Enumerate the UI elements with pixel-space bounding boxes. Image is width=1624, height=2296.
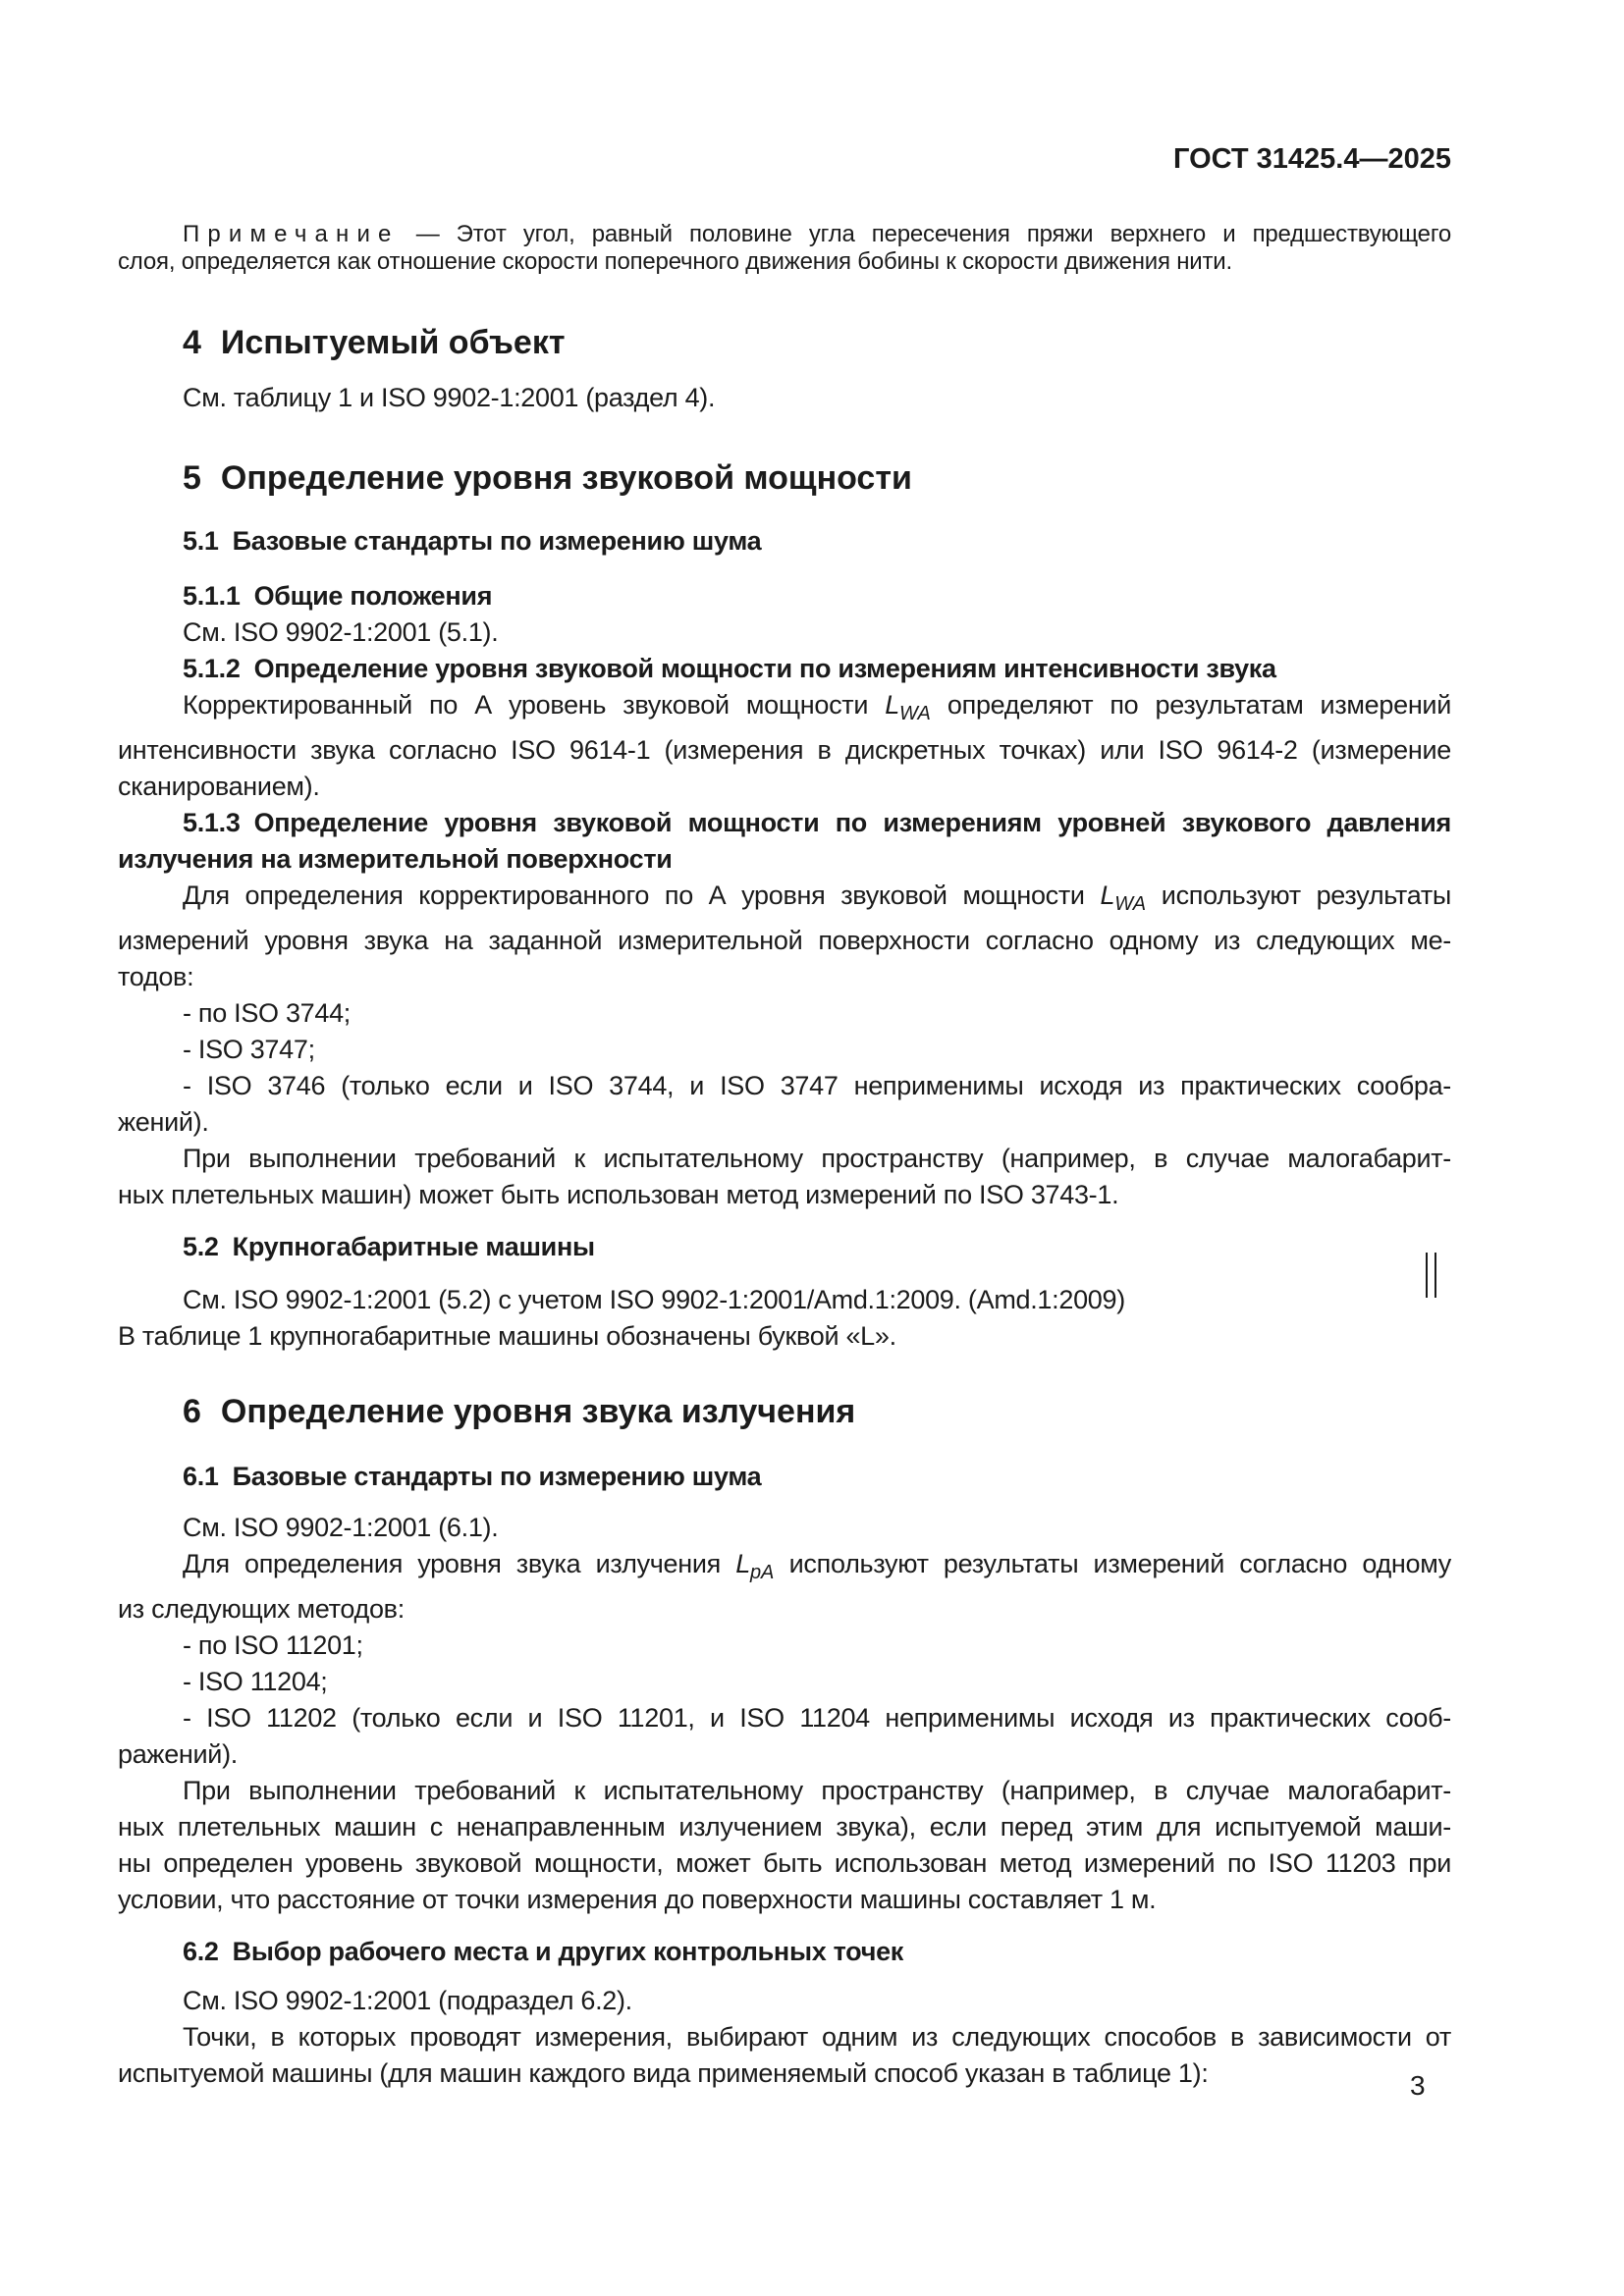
- clause-6-1-heading: [118, 1459, 1451, 1495]
- clause-number: 5.1.2: [183, 654, 241, 683]
- section-title: Определение уровня звуковой мощности: [220, 459, 912, 497]
- text-line: - ISO 11202 (только если и ISO 11201, и ISO 11204 неприменимы исходя из практических сооб-: [183, 1703, 1451, 1733]
- text-line: - по ISO 11201;: [183, 1630, 363, 1660]
- text-line: [118, 221, 1451, 248]
- list-item: [118, 1700, 1451, 1773]
- list-item: [118, 1068, 1451, 1141]
- note-paragraph: [118, 221, 1451, 276]
- clause-number: 5.1: [183, 526, 219, 556]
- text-line: См. ISO 9902-1:2001 (5.1).: [183, 617, 499, 647]
- clause-5-1-2-paragraph: [118, 687, 1451, 805]
- text-line: ражений).: [118, 1739, 238, 1769]
- clause-number: 6.2: [183, 1937, 219, 1966]
- text-segment: определяют по результатам измерений: [930, 690, 1451, 720]
- note-text: — Этот угол, равный половине угла пересечения пряжи верхнего и предшествующего: [399, 221, 1451, 247]
- clause-5-2-paragraph: [118, 1282, 1451, 1355]
- text-line: из следующих методов:: [118, 1594, 405, 1624]
- text-line: [118, 687, 1451, 732]
- clause-5-2-heading: [118, 1229, 1451, 1265]
- text-segment: Для определения корректированного по А уровня звуковой мощности: [183, 881, 1101, 910]
- text-segment: используют результаты: [1146, 881, 1451, 910]
- text-line: ных плетельных машин с ненаправленным излучением звука), если перед этим для испытуемой маши-: [118, 1812, 1451, 1842]
- section5-heading: [118, 456, 1451, 500]
- formula-symbol: L: [1100, 881, 1115, 910]
- clause-5-1-heading: [118, 523, 1451, 560]
- clause-title: Базовые стандарты по измерению шума: [232, 526, 762, 556]
- text-line: См. таблицу 1 и ISO 9902-1:2001 (раздел 4).: [183, 383, 716, 412]
- text-line: В таблице 1 крупногабаритные машины обозначены буквой «L».: [118, 1321, 896, 1351]
- section-title: Испытуемый объект: [220, 324, 566, 361]
- doc-code: ГОСТ 31425.4—2025: [1173, 143, 1451, 175]
- section-title: Определение уровня звука излучения: [220, 1393, 856, 1430]
- text-line: жений).: [118, 1107, 209, 1137]
- clause-5-1-2-heading: [118, 651, 1451, 687]
- text-line: ных плетельных машин) может быть использован метод измерений по ISO 3743-1.: [118, 1180, 1119, 1209]
- list-item: [118, 1032, 1451, 1068]
- list-item: [118, 1628, 1451, 1664]
- text-line: - ISO 3746 (только если и ISO 3744, и ISO 3747 неприменимы исходя из практических сообра-: [183, 1071, 1451, 1100]
- section-number: 5: [183, 459, 201, 497]
- note-label: Примечание: [183, 221, 400, 247]
- formula-subscript: WA: [898, 703, 931, 724]
- text-segment: используют результаты измерений согласно одному: [774, 1549, 1451, 1578]
- text-line: сканированием).: [118, 772, 320, 801]
- text-line: См. ISO 9902-1:2001 (6.1).: [183, 1513, 499, 1542]
- clause-title: Базовые стандарты по измерению шума: [232, 1462, 762, 1491]
- formula-symbol: L: [735, 1549, 750, 1578]
- text-line: условии, что расстояние от точки измерения до поверхности машины составляет 1 м.: [118, 1885, 1157, 1914]
- text-line: тодов:: [118, 962, 194, 991]
- text-line: [118, 1546, 1451, 1591]
- section4-heading: [118, 321, 1451, 364]
- text-segment: Для определения уровня звука излучения: [183, 1549, 736, 1578]
- clause-5-1-1-heading: [118, 578, 1451, 614]
- text-line: измерений уровня звука на заданной измерительной поверхности согласно одному из следующих ме-: [118, 926, 1451, 955]
- page-number: 3: [1410, 2070, 1426, 2101]
- clause-title: Общие положения: [253, 581, 493, 611]
- text-line: При выполнении требований к испытательному пространству (например, в случае малогабарит-: [183, 1776, 1451, 1805]
- formula-subscript: pA: [749, 1562, 775, 1583]
- clause-6-2-paragraph-2: [118, 2019, 1451, 2092]
- clause-title: Определение уровня звуковой мощности по измерениям интенсивности звука: [253, 654, 1276, 683]
- text-line: - по ISO 3744;: [183, 998, 352, 1028]
- clause-5-1-1-paragraph: [118, 614, 1451, 651]
- text-line: ны определен уровень звуковой мощности, может быть использован метод измерений по ISO 11203 при: [118, 1848, 1451, 1878]
- text-line: интенсивности звука согласно ISO 9614-1 (измерения в дискретных точках) или ISO 9614-2 (измерение: [118, 735, 1451, 765]
- formula-subscript: WA: [1114, 893, 1147, 915]
- clause-number: 5.2: [183, 1232, 219, 1261]
- clause-6-2-heading: [118, 1934, 1451, 1970]
- clause-5-1-3-paragraph: [118, 878, 1451, 995]
- text-line: - ISO 11204;: [183, 1667, 328, 1696]
- text-line: слоя, определяется как отношение скорости поперечного движения бобины к скорости движения нити.: [118, 248, 1232, 275]
- text-line: При выполнении требований к испытательному пространству (например, в случае малогабарит-: [183, 1144, 1451, 1173]
- text-line: См. ISO 9902-1:2001 (подраздел 6.2).: [183, 1986, 632, 2015]
- clause-5-1-3-heading: [118, 805, 1451, 878]
- text-segment: Корректированный по А уровень звуковой мощности: [183, 690, 886, 720]
- clause-6-2-paragraph: [118, 1983, 1451, 2019]
- list-item: [118, 1664, 1451, 1700]
- clause-title: Определение уровня звуковой мощности по измерениям уровней звукового давления: [253, 808, 1451, 837]
- formula-symbol: L: [885, 690, 899, 720]
- text-line: - ISO 3747;: [183, 1035, 315, 1064]
- section4-paragraph: [118, 380, 1451, 416]
- section-number: 4: [183, 324, 201, 361]
- section-number: 6: [183, 1393, 201, 1430]
- text-line: См. ISO 9902-1:2001 (5.2) с учетом ISO 9902-1:2001/Amd.1:2009. (Amd.1:2009): [183, 1285, 1125, 1314]
- clause-title: Выбор рабочего места и других контрольных точек: [232, 1937, 904, 1966]
- text-line: испытуемой машины (для машин каждого вида применяемый способ указан в таблице 1):: [118, 2058, 1209, 2088]
- text-line: [118, 878, 1451, 923]
- clause-number: 5.1.1: [183, 581, 241, 611]
- text-line: излучения на измерительной поверхности: [118, 844, 673, 874]
- text-line: Точки, в которых проводят измерения, выбирают одним из следующих способов в зависимости от: [183, 2022, 1451, 2052]
- clause-title: Крупногабаритные машины: [232, 1232, 595, 1261]
- revision-change-bar: [1426, 1253, 1436, 1298]
- clause-6-1-paragraph-2: [118, 1773, 1451, 1918]
- clause-5-1-3-paragraph-2: [118, 1141, 1451, 1213]
- section6-heading: [118, 1390, 1451, 1433]
- list-item: [118, 995, 1451, 1032]
- clause-number: 5.1.3: [183, 808, 241, 837]
- clause-6-1-paragraph: [118, 1510, 1451, 1628]
- clause-number: 6.1: [183, 1462, 219, 1491]
